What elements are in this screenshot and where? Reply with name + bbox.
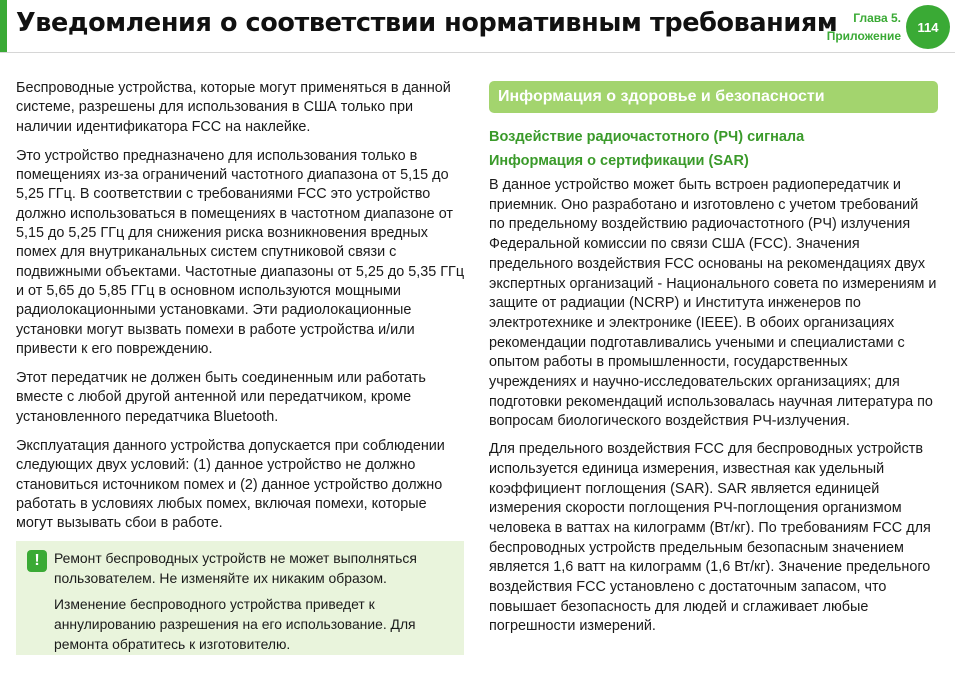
- subheading-rf: Воздействие радиочастотного (РЧ) сигнала: [489, 129, 805, 145]
- right-column: [489, 81, 938, 645]
- body-paragraph: Этот передатчик не должен быть соединенным или работать вместе с любой другой антенной или передатчиком, кроме установленного передатчика Bluetooth.: [16, 370, 426, 425]
- body-paragraph: Для предельного воздействия FCC для беспроводных устройств используется единица измерения, известная как удельный коэффициент поглощения (SAR). SAR является единицей измерения скорости поглощения РЧ-поглощения организмом человека в ваттах на килограмм (Вт/кг). По требованиям FCC для беспроводных устройств предельным безопасным значением является 1,6 ватт на килограмм (1,6 Вт/кг). Значение предельного воздействия FCC установлено с достаточным запасом, что повышает безопасность для людей и сглаживает любые погрешности измерений.: [489, 441, 931, 635]
- warning-text: Изменение беспроводного устройства приведет к аннулированию разрешения на его использование. Для ремонта обратитесь к изготовителю.: [54, 595, 416, 653]
- right-body: [489, 176, 938, 637]
- body-paragraph: В данное устройство может быть встроен радиопередатчик и приемник. Оно разработано и изготовлено с учетом требований по предельному воздействию радиочастотного (РЧ) излучения Федеральной комиссии по связи США (FCC). Значения предельного воздействия FCC основаны на рекомендациях двух экспертных организаций - Национального совета по измерениям и защите от радиации (NCRP) и Института инженеров по электротехнике и электронике (IEEE). В обоих организациях рекомендации подготавливались учеными и специалистами с опытом работы в промышленности, государственных учреждениях и научно-исследовательских организациях; для подготовки рекомендаций использовалась научная литература по вопросам биологического воздействия РЧ-излучения.: [489, 177, 937, 430]
- exclamation-icon: !: [27, 550, 47, 572]
- chapter-number: Глава 5.: [853, 11, 901, 25]
- body-paragraph: Эксплуатация данного устройства допускается при соблюдении следующих двух условий: (1) данное устройство не должно становиться источником помех и (2) данное устройство должно работать в условиях любых помех, включая помехи, которые могут вызывать сбои в работе.: [16, 438, 445, 532]
- header-divider: [0, 52, 955, 53]
- section-heading: Информация о здоровье и безопасности: [489, 81, 938, 113]
- header-accent-bar: [0, 0, 7, 52]
- subsection-heading: [489, 125, 938, 173]
- chapter-title: Приложение: [826, 29, 901, 43]
- page-title: Уведомления о соответствии нормативным требованиям: [16, 8, 838, 38]
- subheading-sar: Информация о сертификации (SAR): [489, 153, 749, 169]
- body-paragraph: Беспроводные устройства, которые могут применяться в данной системе, разрешены для использования в США только при наличии идентификатора FCC на наклейке.: [16, 80, 451, 135]
- chapter-label: [827, 9, 901, 45]
- body-paragraph: Это устройство предназначено для использования только в помещениях из-за ограничений частотного диапазона от 5,15 до 5,25 ГГц. В соответствии с требованиями FCC это устройство должно использоваться в помещениях в частотном диапазоне от 5,15 до 5,25 ГГц для снижения риска возникновения вредных помех для внутриканальных систем спутниковой связи с подвижными объектами. Частотные диапазоны от 5,25 до 5,35 ГГц и от 5,65 до 5,85 ГГц в основном используются мощными радиолокационными установками. Эти радиолокационные установки могут вызвать помехи в работе устройства и/или привести к его повреждению.: [16, 147, 465, 357]
- page-number-badge: 114: [906, 5, 950, 49]
- warning-text: Ремонт беспроводных устройств не может выполняться пользователем. Не изменяйте их никаким образом.: [54, 550, 417, 587]
- warning-note: [16, 541, 464, 655]
- left-column: [16, 79, 466, 544]
